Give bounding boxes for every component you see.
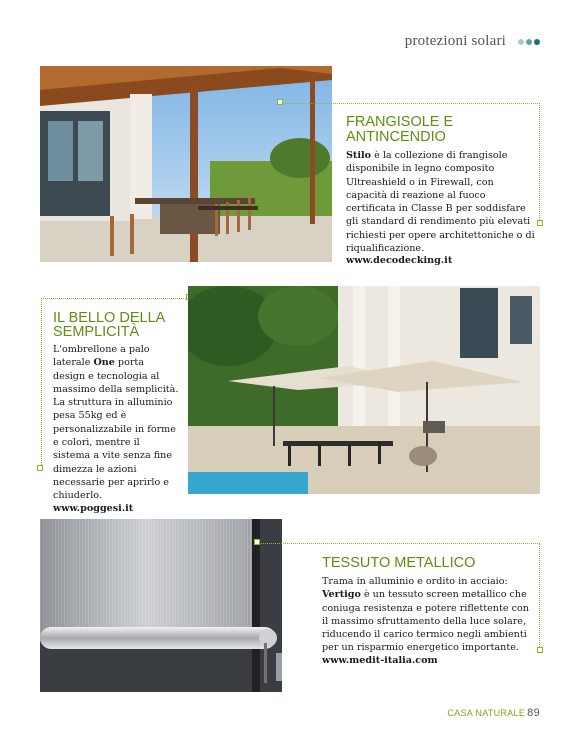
article-frangisole <box>346 115 536 266</box>
frame-corner-square <box>254 539 260 545</box>
article-heading: TESSUTO METALLICO <box>322 555 476 571</box>
frame-corner-square <box>277 99 283 105</box>
article-heading: FRANGISOLE E ANTINCENDIO <box>346 114 454 145</box>
brand-name: Stilo <box>346 150 372 161</box>
website-link[interactable]: www.decodecking.it <box>346 255 453 267</box>
dot-dark <box>534 39 540 45</box>
website-link[interactable]: www.medit-italia.com <box>322 654 438 666</box>
article-body: Stilo è la collezione di frangisole disponibile in legno composito Ultreashield o in Firewall, con capacità di reazione al fuoco certificata in Classe B per soddisfare gli standard di rendimento più elevati richiesti per opere architettoniche o di riqualificazione. <box>346 150 535 255</box>
article-body: L'ombrellone a palo laterale One porta design e tecnologia al massimo della semplicità. La struttura in alluminio pesa 55kg ed è personalizzabile in forme e colori, mentre il sistema a vite senza fine dimezza le azioni necessarie per aprirlo e chiuderlo. <box>53 344 179 502</box>
dot-mid <box>526 39 532 45</box>
frame-corner-square <box>37 465 43 471</box>
article-body: Trama in alluminio e ordito in acciaio: Vertigo è un tessuto screen metallico che coniuga resistenza e potere riflettente con il massimo sfruttamento della luce solare, riducendo il carico termico negli ambienti per un risparmio energetico importante. <box>322 576 529 654</box>
article-heading: IL BELLO DELLA SEMPLICITÀ <box>53 310 165 340</box>
header-dots-decoration <box>516 33 540 50</box>
section-title: protezioni solari <box>405 33 540 50</box>
page-footer <box>447 707 540 719</box>
photo-metal-screen <box>40 519 282 692</box>
article-tessuto <box>322 556 530 666</box>
magazine-name: CASA NATURALE <box>447 708 526 718</box>
article-ombrellone <box>53 312 179 514</box>
brand-name: One <box>93 357 115 369</box>
dot-light <box>518 39 524 45</box>
photo-umbrella-pool <box>188 286 540 494</box>
page-number: 89 <box>527 707 540 719</box>
frame-corner-square <box>537 220 543 226</box>
website-link[interactable]: www.poggesi.it <box>53 502 134 514</box>
frame-corner-square <box>537 647 543 653</box>
brand-name: Vertigo <box>322 589 361 601</box>
